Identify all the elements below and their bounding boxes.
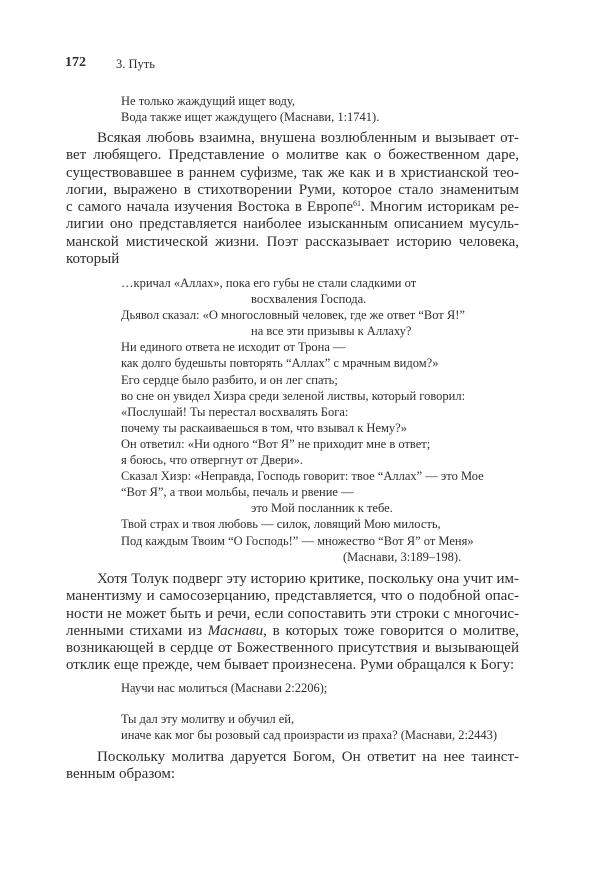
page-header xyxy=(65,54,155,72)
text-line: лигии оно представляется наиболее изысканным описанием мусуль- xyxy=(66,216,519,233)
paragraph-1 xyxy=(66,130,519,268)
text-segment: с самого начала изучения Востока в Европе xyxy=(66,199,353,216)
text-line: манской мистической жизни. Поэт рассказывает историю человека, xyxy=(66,233,519,250)
verse-line: Он ответил: «Ни одного “Вот Я” не приходит мне в ответ; xyxy=(121,436,431,451)
footnote-ref[interactable]: 61 xyxy=(352,199,361,209)
text-line: Поскольку молитва даруется Богом, Он ответит на нее таинст- xyxy=(97,749,519,765)
verse-line: это Мой посланник к тебе. xyxy=(251,501,393,516)
text-line xyxy=(66,199,519,216)
verse-line: Его сердце было разбито, и он лег спать; xyxy=(121,372,338,387)
verse-line: как долго будешьты повторять “Аллах” с мрачным видом?» xyxy=(121,356,439,371)
verse-line: на все эти призывы к Аллаху? xyxy=(251,324,412,339)
text-line: который xyxy=(66,251,120,268)
verse-line: «Послушай! Ты перестал восхвалять Бога: xyxy=(121,404,349,419)
verse-line: Под каждым Твоим “О Господь!” — множество “Вот Я” от Меня» xyxy=(121,533,474,548)
text-line: Хотя Толук подверг эту историю критике, поскольку она учит им- xyxy=(97,571,519,587)
text-segment: . Многим историкам ре- xyxy=(360,199,519,216)
verse-line: (Маснави, 3:189–198). xyxy=(343,549,462,564)
verse-line: Твой страх и твоя любовь — силок, ловящий Мою милость, xyxy=(121,517,441,532)
italic-title: Маснави xyxy=(207,622,264,639)
verse-line: Вода также ищет жаждущего (Маснави, 1:1741). xyxy=(121,110,380,124)
verse-line: Научи нас молиться (Маснави 2:2206); xyxy=(121,681,328,695)
text-line: логии, выражено в стихотворении Руми, которое стало знаменитым xyxy=(66,181,519,198)
text-line: манентизму и самосозерцанию, представляется, что о подобной опас- xyxy=(66,588,519,605)
verse-quote-2 xyxy=(121,275,484,565)
verse-line: Ты дал эту молитву и обучил ей, xyxy=(121,712,295,726)
text-segment: ленными стихами из xyxy=(66,622,208,639)
verse-line: почему ты раскаиваешься в том, что взывал к Нему?» xyxy=(121,420,407,435)
text-line: вет любящего. Представление о молитве как о божественном даре, xyxy=(66,147,519,164)
verse-quote-4 xyxy=(121,712,497,743)
verse-line: иначе как мог бы розовый сад произрасти из праха? (Маснави, 2:2443) xyxy=(121,727,498,742)
text-line: возникающей в сердце от Божественного присутствия и вызывающей xyxy=(66,640,519,657)
paragraph-3 xyxy=(66,749,519,784)
text-segment: , в которых тоже говорится о молитве, xyxy=(263,622,520,639)
verse-quote-1 xyxy=(121,93,379,125)
text-line: существовавшее в раннем суфизме, так же как и в христианской тео- xyxy=(66,164,519,181)
verse-line: во сне он увидел Хизра среди зеленой листвы, который говорил: xyxy=(121,388,466,403)
verse-line: Ни единого ответа не исходит от Трона — xyxy=(121,340,346,355)
verse-line: “Вот Я”, а твои мольбы, печаль и рвение — xyxy=(121,485,354,500)
verse-line: я боюсь, что отвергнут от Двери». xyxy=(121,453,304,468)
verse-line: Дьявол сказал: «О многословный человек, где же ответ “Вот Я!” xyxy=(121,308,465,323)
verse-line: …кричал «Аллах», пока его губы не стали сладкими от xyxy=(121,276,417,290)
verse-line: восхваления Господа. xyxy=(251,292,367,307)
text-line: венным образом: xyxy=(66,766,176,783)
paragraph-2 xyxy=(66,571,519,675)
text-line: ности не может быть и речи, если сопоставить эти строки с многочис- xyxy=(66,605,519,622)
text-line xyxy=(66,623,519,640)
text-line: Всякая любовь взаимна, внушена возлюбленным и вызывает от- xyxy=(97,130,519,146)
text-line: отклик еще прежде, чем бывает произнесена. Руми обращался к Богу: xyxy=(66,657,515,674)
running-head: 3. Путь xyxy=(116,57,155,71)
page-number: 172 xyxy=(65,55,86,70)
verse-quote-3 xyxy=(121,680,327,696)
verse-line: Не только жаждущий ищет воду, xyxy=(121,94,296,108)
verse-line: Сказал Хизр: «Неправда, Господь говорит: твое “Аллах” — это Мое xyxy=(121,469,484,484)
